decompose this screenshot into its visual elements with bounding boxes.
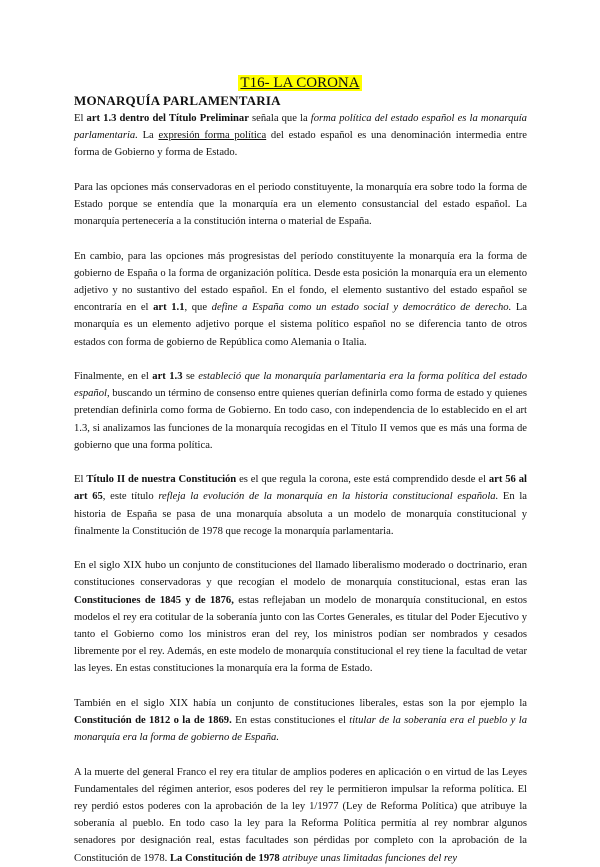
text-run: En el siglo XIX hubo un conjunto de constituciones del llamado liberalismo moderado o doctrinario, eran constituciones conservadoras y que recogían el modelo de monarquía constitucional, estas eran las bbox=[74, 560, 527, 589]
text-run: se bbox=[182, 371, 199, 382]
page-title: T16- LA CORONA bbox=[240, 75, 360, 91]
text-run: El bbox=[74, 474, 87, 486]
text-run: , que bbox=[184, 302, 212, 314]
text-run: expresión forma política bbox=[158, 130, 267, 142]
text-run: Constituciones de 1845 y de 1876, bbox=[74, 594, 234, 606]
paragraph bbox=[74, 471, 527, 540]
paragraph bbox=[74, 557, 527, 677]
text-run: La monarquía es un elemento adjetivo porque el sistema político español no se diferencia tanto de otros estados con forma de gobierno de República como Alemania o Italia. bbox=[74, 302, 528, 348]
text-run: titular de la soberanía era el pueblo y la monarquía era la forma de gobierno de España. bbox=[74, 715, 528, 744]
text-run: A la muerte del general Franco el rey era titular de amplios poderes en aplicación o en virtud de las Leyes Fundamentales del régimen anterior, esos poderes del rey le permitieron impulsar la reforma política. El rey perdió estos poderes con la aprobación de la ley 1/1977 (Ley de Reforma Política) que atribuye la soberanía al pueblo. En todo caso la ley para la Reforma Política permitía al rey nombrar algunos senadores por designación real, estas facultades son pérdidas por completo con la aprobación de la Constitución de 1978. bbox=[74, 766, 527, 864]
text-run: refleja la evolución de la monarquía en la historia constitucional española. bbox=[158, 491, 499, 503]
text-run: buscando un término de consenso entre quienes querían definirla como forma de estado y quienes pretendían definirla como forma de Gobierno. En todo caso, con independencia de lo establecido en el art 1.3, si analizamos las funciones de la monarquía recogidas en el Título II vemos que es más una forma de gobierno que una forma política. bbox=[74, 388, 527, 451]
text-run: forma política del estado español es la monarquía parlamentaria. bbox=[74, 113, 527, 142]
text-run: También en el siglo XIX había un conjunto de constituciones liberales, estas son la por ejemplo la bbox=[74, 697, 527, 709]
text-run: art 1.3 dentro del Título Preliminar bbox=[86, 113, 249, 124]
paragraph bbox=[74, 248, 527, 351]
paragraph bbox=[74, 695, 527, 747]
text-run: Para las opciones más conservadoras en el periodo constituyente, la monarquía era sobre todo la forma de Estado porque se entendía que la monarquía era un elemento consustancial del estado español. La monarquía pertenecería a la constitución interna o material de España. bbox=[74, 181, 527, 228]
text-run: art 1.1 bbox=[153, 302, 185, 314]
text-run: En cambio, para las opciones más progresistas del período constituyente la monarquía era la forma de gobierno de España o la forma de organización política. Desde esta posición la monarquía era un elemento adjetivo y no sustantivo del estado español. En el fondo, el elemento sustantivo del estado español se encontraría en el bbox=[74, 250, 527, 314]
paragraph bbox=[74, 110, 527, 162]
text-run: Constitución de 1812 o la de 1869. bbox=[74, 715, 232, 727]
document-body bbox=[74, 110, 527, 867]
text-run: En la historia de España se pasa de una monarquía absoluta a un modelo de monarquía constitucional y finalmente la Constitución de 1978 que recoge la monarquía parlamentaria. bbox=[74, 491, 527, 537]
text-run: señala que la bbox=[248, 113, 311, 124]
text-run: Título II de nuestra Constitución bbox=[86, 474, 237, 486]
text-run: estableció que la monarquía parlamentaria era la forma política del estado español, bbox=[74, 371, 528, 400]
title-wrap bbox=[0, 0, 600, 94]
text-run: atribuye unas limitadas funciones del rey bbox=[282, 852, 458, 864]
paragraph bbox=[74, 368, 527, 454]
text-run: es el que regula la corona, este está comprendido desde el bbox=[236, 474, 489, 486]
text-run: art 56 al art 65 bbox=[74, 474, 527, 503]
paragraph bbox=[74, 179, 527, 231]
text-run: , este título bbox=[102, 491, 159, 503]
text-run: estas reflejaban un modelo de monarquía constitucional, en estos modelos el rey era cotitular de la soberanía junto con las Cortes Generales, es titular del Poder Ejecutivo y tanto el Gobierno como los ministros eran del rey, los ministros podían ser nombrados y cesados libremente por el rey. Además, en este modelo de monarquía constitucional el rey tiene la facultad de vetar las leyes. En estas constituciones la monarquía era la forma de Estado. bbox=[74, 594, 527, 675]
text-run: La bbox=[137, 130, 159, 142]
text-run: define a España como un estado social y democrático de derecho. bbox=[211, 302, 512, 314]
text-run: En estas constituciones el bbox=[231, 715, 350, 727]
section-heading: MONARQUÍA PARLAMENTARIA bbox=[74, 93, 281, 108]
text-run: del estado español es una denominación intermedia entre forma de Gobierno y forma de Estado. bbox=[74, 130, 527, 159]
text-run: Finalmente, en el bbox=[74, 371, 153, 382]
text-run: art 1.3 bbox=[152, 371, 183, 382]
text-run: La Constitución de 1978 bbox=[169, 852, 280, 864]
text-run: El bbox=[74, 113, 87, 124]
paragraph bbox=[74, 764, 527, 867]
